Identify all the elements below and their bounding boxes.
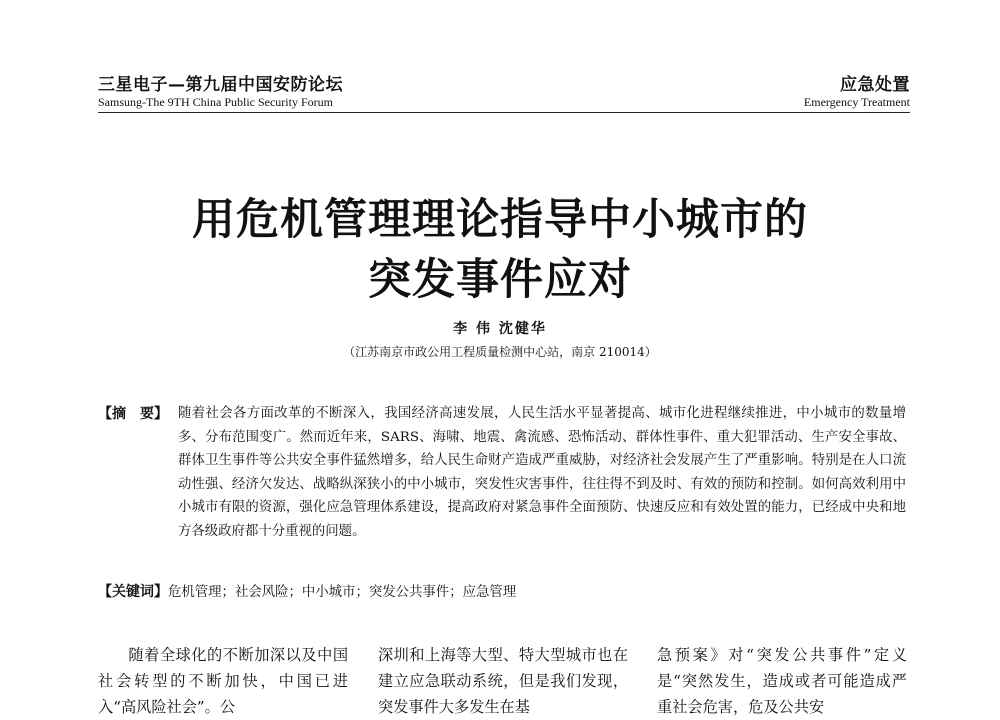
header-section-en: Emergency Treatment: [803, 95, 910, 109]
paper-title-line-2: 突发事件应对: [368, 255, 632, 305]
keywords-text: 危机管理；社会风险；中小城市；突发公共事件；应急管理: [168, 585, 517, 600]
abstract-text: 随着社会各方面改革的不断深入，我国经济高速发展，人民生活水平显著提高、城市化进程继续推进，中小城市的数量增多、分布范围变广。然而近年来，SARS、海啸、地震、禽流感、恐怖活动、群体性事件、重大犯罪活动、生产安全事故、群体卫生事件等公共安全事件猛然增多，给人民生命财产造成严重威胁，对经济社会发展产生了严重影响。特别是在人口流动性强、经济欠发达、战略纵深狭小的中小城市，突发性灾害事件，往往得不到及时、有效的预防和控制。如何高效利用中小城市有限的资源，强化应急管理体系建设，提高政府对紧急事件全面预防、快速反应和有效处置的能力，已经成中央和地方各级政府都十分重视的问题。: [178, 406, 906, 539]
keywords-label: 【关键词】: [98, 584, 168, 600]
body-column-2: 深圳和上海等大型、特大型城市也在建立应急联动系统，但是我们发现，突发事件大多发生在基: [378, 646, 628, 716]
keywords: [98, 580, 516, 605]
body-column-3: 急预案》对“突发公共事件”定义是“突然发生，造成或者可能造成严重社会危害，危及公共安: [657, 646, 907, 716]
running-header-left: [98, 74, 343, 108]
running-header-right: [804, 74, 910, 108]
header-divider: [98, 112, 910, 113]
header-section-cn: 应急处置: [840, 75, 910, 95]
abstract-label: 【摘 要】: [98, 406, 168, 422]
body-column-1: 随着全球化的不断加深以及中国社会转型的不断加快，中国已进入“高风险社会”。公: [98, 646, 348, 716]
header-forum-title-en: Samsung-The 9TH China Public Security Forum: [98, 95, 333, 109]
header-forum-title-cn: 三星电子—第九届中国安防论坛: [98, 75, 343, 95]
paper-title-line-1: 用危机管理理论指导中小城市的: [192, 195, 808, 245]
affiliation: （江苏南京市政公用工程质量检测中心站，南京 210014）: [343, 345, 657, 359]
authors: 李 伟 沈健华: [453, 321, 547, 337]
